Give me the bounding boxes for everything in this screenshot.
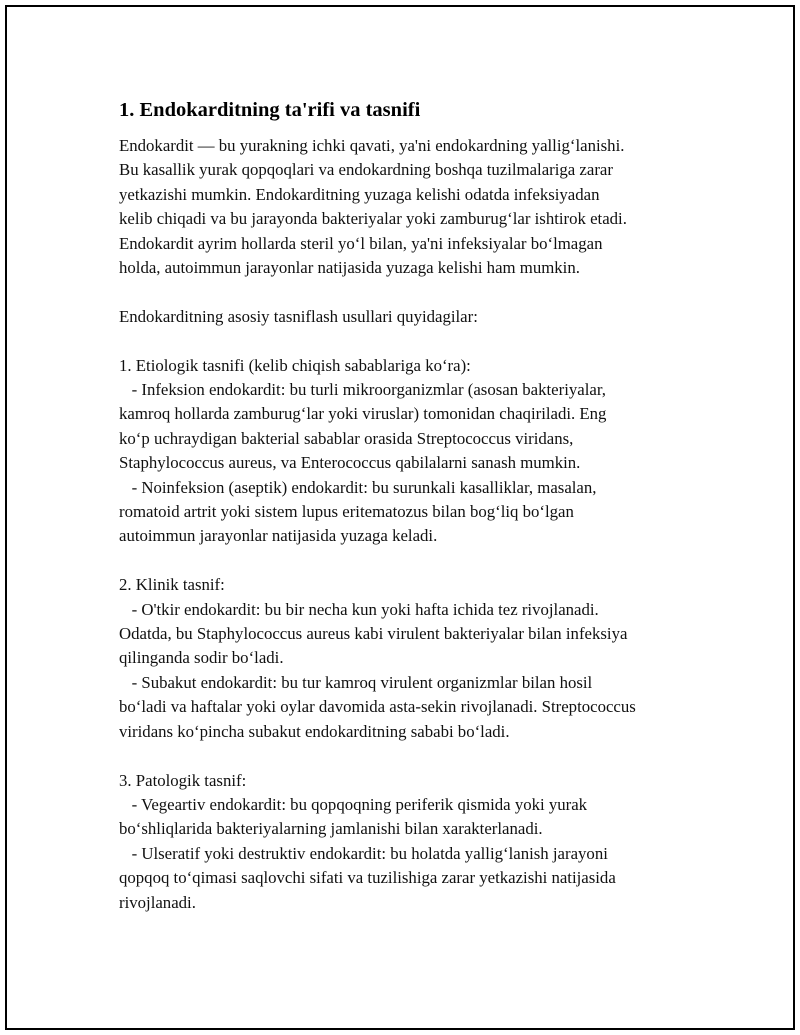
- text-line: - Infeksion endokardit: bu turli mikroorganizmlar (asosan bakteriyalar,: [119, 380, 606, 400]
- text-line: qilinganda sodir bo‘ladi.: [119, 648, 284, 668]
- text-line: qopqoq to‘qimasi saqlovchi sifati va tuzilishiga zarar yetkazishi natijasida: [119, 868, 616, 888]
- text-line: bo‘ladi va haftalar yoki oylar davomida asta-sekin rivojlanadi. Streptococcus: [119, 697, 636, 717]
- text-line: rivojlanadi.: [119, 892, 196, 912]
- text-line: autoimmun jarayonlar natijasida yuzaga keladi.: [119, 526, 438, 546]
- text-line: viridans ko‘pincha subakut endokarditning sababi bo‘ladi.: [119, 721, 510, 741]
- text-line: Endokardit ayrim hollarda steril yo‘l bilan, ya'ni infeksiyalar bo‘lmagan: [119, 233, 603, 253]
- text-line: - O'tkir endokardit: bu bir necha kun yoki hafta ichida tez rivojlanadi.: [119, 599, 599, 619]
- text-line: Staphylococcus aureus, va Enterococcus qabilalarni sanash mumkin.: [119, 453, 581, 473]
- paragraph-gap: [119, 549, 699, 573]
- text-line: Endokarditning asosiy tasniflash usullari quyidagilar:: [119, 306, 478, 326]
- paragraph-gap: [119, 744, 699, 768]
- text-line: yetkazishi mumkin. Endokarditning yuzaga kelishi odatda infeksiyadan: [119, 184, 600, 204]
- intro-paragraph: [119, 134, 699, 280]
- text-line: Endokardit — bu yurakning ichki qavati, ya'ni endokardning yallig‘lanishi.: [119, 136, 625, 155]
- text-line: holda, autoimmun jarayonlar natijasida yuzaga kelishi ham mumkin.: [119, 258, 580, 278]
- text-line: Bu kasallik yurak qopqoqlari va endokardning boshqa tuzilmalariga zarar: [119, 160, 613, 180]
- text-line: romatoid artrit yoki sistem lupus eritematozus bilan bog‘liq bo‘lgan: [119, 502, 574, 522]
- paragraph-gap: [119, 329, 699, 353]
- section-heading: 2. Klinik tasnif:: [119, 575, 225, 595]
- text-line: - Vegeartiv endokardit: bu qopqoqning periferik qismida yoki yurak: [119, 794, 588, 814]
- document-title: 1. Endokarditning ta'rifi va tasnifi: [119, 99, 421, 121]
- section-heading: 3. Patologik tasnif:: [119, 770, 247, 790]
- text-line: Odatda, bu Staphylococcus aureus kabi virulent bakteriyalar bilan infeksiya: [119, 624, 628, 644]
- paragraph-gap: [119, 280, 699, 304]
- text-line: - Ulseratif yoki destruktiv endokardit: bu holatda yallig‘lanish jarayoni: [119, 843, 608, 863]
- section-clinical: [119, 573, 699, 744]
- lead-paragraph: [119, 305, 699, 329]
- text-line: kamroq hollarda zamburug‘lar yoki viruslar) tomonidan chaqiriladi. Eng: [119, 404, 607, 424]
- text-line: - Subakut endokardit: bu tur kamroq virulent organizmlar bilan hosil: [119, 672, 593, 692]
- section-etiologic: [119, 354, 699, 549]
- section-heading: 1. Etiologik tasnifi (kelib chiqish sabablariga ko‘ra):: [119, 355, 471, 375]
- section-pathologic: [119, 769, 699, 915]
- document-page: [5, 5, 795, 1030]
- text-line: ko‘p uchraydigan bakterial sabablar orasida Streptococcus viridans,: [119, 428, 574, 448]
- text-line: kelib chiqadi va bu jarayonda bakteriyalar yoki zamburug‘lar ishtirok etadi.: [119, 209, 627, 229]
- document-body: [119, 95, 699, 915]
- text-line: bo‘shliqlarida bakteriyalarning jamlanishi bilan xarakterlanadi.: [119, 819, 543, 839]
- text-line: - Noinfeksion (aseptik) endokardit: bu surunkali kasalliklar, masalan,: [119, 477, 597, 497]
